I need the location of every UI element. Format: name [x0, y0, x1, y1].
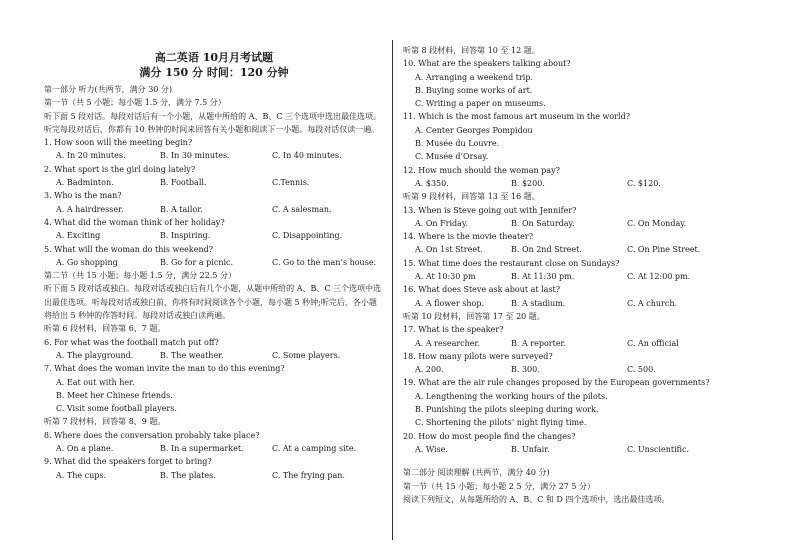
section1-instructions: 听下面 5 段对话。每段对话后有一个小题，从题中所给的 A、B、C 三个选项中选出最佳选项。听完每段对话后，你都有 10 秒钟的时间来回答有关小题和阅读下一小题。每段对话仅读一遍。 — [44, 111, 382, 134]
option-b: B. In a supermarket. — [160, 444, 244, 454]
option-a: A. Go shopping — [56, 257, 118, 267]
question-14: 14. Where is the movie theater? — [403, 232, 534, 242]
question-15-options — [403, 270, 755, 283]
section2-heading: 第二节（共 15 小题；每小题 1.5 分，满分 22.5 分） — [44, 271, 236, 281]
option-b: B. The weather. — [160, 350, 224, 360]
option-b: B. Inspiring. — [160, 231, 211, 241]
option-a: A. On Friday. — [415, 218, 468, 228]
section1-heading: 第一节（共 5 小题；每小题 1.5 分，满分 7.5 分） — [44, 98, 226, 108]
question-14-options — [403, 243, 755, 256]
option-b: B. In 30 minutes. — [160, 151, 230, 161]
option-c: C. On Monday. — [627, 218, 687, 228]
option-c: C. Some players. — [272, 350, 341, 360]
option-a: A. A hairdresser. — [56, 204, 124, 214]
section3-heading: 第一节（共 15 小题；每小题 2 5 分，满分 27 5 分） — [403, 481, 595, 491]
part1-heading: 第一部分 听力(共两节，满分 30 分) — [44, 85, 173, 94]
option-c: C. Unscientific. — [627, 444, 689, 454]
question-8: 8. Where does the conversation probably take place? — [44, 430, 260, 440]
option-a: A. $350. — [415, 178, 449, 188]
question-5: 5. What will the woman do this weekend? — [44, 244, 214, 254]
question-2: 2. What sport is the girl doing lately? — [44, 164, 196, 174]
question-3: 3. Who is the man? — [44, 191, 122, 201]
option-a: A. The cups. — [56, 470, 107, 480]
exam-subtitle: 满分 150 分 时间：120 分钟 — [139, 66, 289, 79]
option-a: A. Center Georges Pompidou — [415, 125, 533, 135]
option-b: B. Go for a picnic. — [160, 257, 234, 267]
option-c: C. In 40 minutes. — [272, 151, 342, 161]
option-c: C. $120. — [627, 178, 661, 188]
question-20: 20. How do most people find the changes? — [403, 431, 576, 441]
option-b: B. Meet her Chinese friends. — [56, 390, 173, 400]
option-b: B. 300. — [511, 365, 540, 375]
question-9-options — [44, 469, 384, 482]
column-divider — [392, 40, 393, 540]
question-19: 19. What are the air rule changes proposed by the European governments? — [403, 378, 710, 388]
option-b: B. On Saturday. — [511, 218, 575, 228]
option-a: A. In 20 minutes. — [56, 151, 126, 161]
option-c: C.Tennis. — [272, 178, 310, 188]
question-4: 4. What did the woman think of her holiday? — [44, 217, 225, 227]
question-7: 7. What does the woman invite the man to do this evening? — [44, 364, 285, 374]
material-6-heading: 听第 6 段材料，回答第 6、7 题。 — [44, 324, 166, 334]
right-column — [403, 44, 755, 506]
option-a: A. At 10:30 pm — [415, 272, 476, 282]
question-16-options — [403, 297, 755, 310]
material-7-heading: 听第 7 段材料，回答第 8、9 题。 — [44, 417, 166, 427]
option-b: B. On 2nd Street. — [511, 245, 582, 255]
question-9: 9. What did the speakers forget to bring? — [44, 457, 212, 467]
question-17: 17. What is the speaker? — [403, 325, 504, 335]
question-13-options — [403, 217, 755, 230]
option-a: A. Badminton. — [56, 178, 114, 188]
question-12-options — [403, 177, 755, 190]
question-18: 18. How many pilots were surveyed? — [403, 351, 553, 361]
question-17-options — [403, 337, 755, 350]
option-b: B. Musée du Louvre. — [415, 139, 500, 149]
material-10-heading: 听第 10 段材料，回答第 17 至 20 题。 — [403, 311, 545, 321]
option-c: C. Writing a paper on museums. — [415, 99, 546, 109]
question-20-options — [403, 443, 755, 456]
option-c: C. At a camping site. — [272, 444, 357, 454]
section3-instructions: 阅读下列短文，从每题所给的 A、B、C 和 D 四个选项中，选出最佳选项。 — [403, 494, 670, 504]
option-a: A. 200. — [415, 365, 444, 375]
part2-heading: 第二部分 阅读理解 (共两节，满分 40 分) — [403, 468, 550, 478]
option-b: B. $200. — [511, 178, 545, 188]
option-c: C. A church. — [627, 298, 678, 308]
question-5-options — [44, 256, 384, 269]
question-16: 16. What does Steve ask about at last? — [403, 285, 561, 295]
question-1: 1. How soon will the meeting begin? — [44, 138, 193, 148]
question-4-options — [44, 229, 384, 242]
option-b: B. Punishing the pilots sleeping during work. — [415, 405, 599, 415]
option-a: A. Eat out with her. — [56, 377, 135, 387]
question-18-options — [403, 363, 755, 376]
exam-title: 高二英语 10月月考试题 — [154, 51, 274, 64]
question-13: 13. When is Steve going out with Jennifer? — [403, 205, 577, 215]
question-6: 6. For what was the football match put off? — [44, 337, 219, 347]
option-c: C. Musée d’Orsay. — [415, 152, 489, 162]
option-a: A. Lengthening the working hours of the pilots. — [415, 391, 608, 401]
option-a: A. The playground. — [56, 350, 134, 360]
question-11: 11. Which is the most famous art museum in the world? — [403, 112, 630, 122]
question-1-options — [44, 149, 384, 162]
option-a: A. Wise. — [415, 444, 448, 454]
left-column — [44, 44, 384, 482]
option-b: B. A reporter. — [511, 338, 567, 348]
question-6-options — [44, 349, 384, 362]
option-b: B. Unfair. — [511, 444, 550, 454]
section2-instructions: 听下面 5 段对话或独白。每段对话或独白后有几个小题，从题中所给的 A、B、C 三个选项中选出最佳选项。听每段对话或独白前，你将有时间阅读各个小题，每小题 5 秒钟;听完后，各小题将给出 5 秒钟的作答时间。每段对话或独白读两遍。 — [44, 284, 382, 321]
option-c: C. 500. — [627, 365, 656, 375]
option-c: C. On Pine Street. — [627, 245, 701, 255]
question-10: 10. What are the speakers talking about? — [403, 59, 571, 69]
spacer — [403, 456, 755, 466]
material-9-heading: 听第 9 段材料，回答第 13 至 16 题。 — [403, 192, 540, 202]
material-8-heading: 听第 8 段材料，回答第 10 至 12 题。 — [403, 46, 540, 55]
option-c: C. A salesman. — [272, 204, 332, 214]
option-b: B. At 11:30 pm. — [511, 272, 575, 282]
question-3-options — [44, 203, 384, 216]
option-a: A. A flower shop. — [415, 298, 485, 308]
option-b: B. Buying some works of art. — [415, 85, 533, 95]
option-a: A. Exciting — [56, 231, 101, 241]
option-b: B. Football. — [160, 178, 207, 188]
option-b: B. A stadium. — [511, 298, 566, 308]
option-b: B. The plates. — [160, 470, 216, 480]
option-c: C. An official — [627, 338, 679, 348]
option-c: C. Visit some football players. — [56, 404, 177, 414]
option-c: C. The frying pan. — [272, 470, 345, 480]
option-c: C. Go to the man’s house. — [272, 257, 377, 267]
question-2-options — [44, 176, 384, 189]
question-8-options — [44, 442, 384, 455]
option-c: C. At 12:00 pm. — [627, 272, 691, 282]
question-12: 12. How much should the woman pay? — [403, 165, 560, 175]
question-15: 15. What time does the restaurant close on Sundays? — [403, 258, 620, 268]
option-a: A. Arranging a weekend trip. — [415, 72, 533, 82]
option-c: C. Disappointing. — [272, 231, 343, 241]
option-a: A. On 1st Street. — [415, 245, 483, 255]
option-a: A. A researcher. — [415, 338, 481, 348]
option-b: B. A tailor. — [160, 204, 203, 214]
option-a: A. On a plane. — [56, 444, 114, 454]
option-c: C. Shortening the pilots’ night flying time. — [415, 418, 587, 428]
